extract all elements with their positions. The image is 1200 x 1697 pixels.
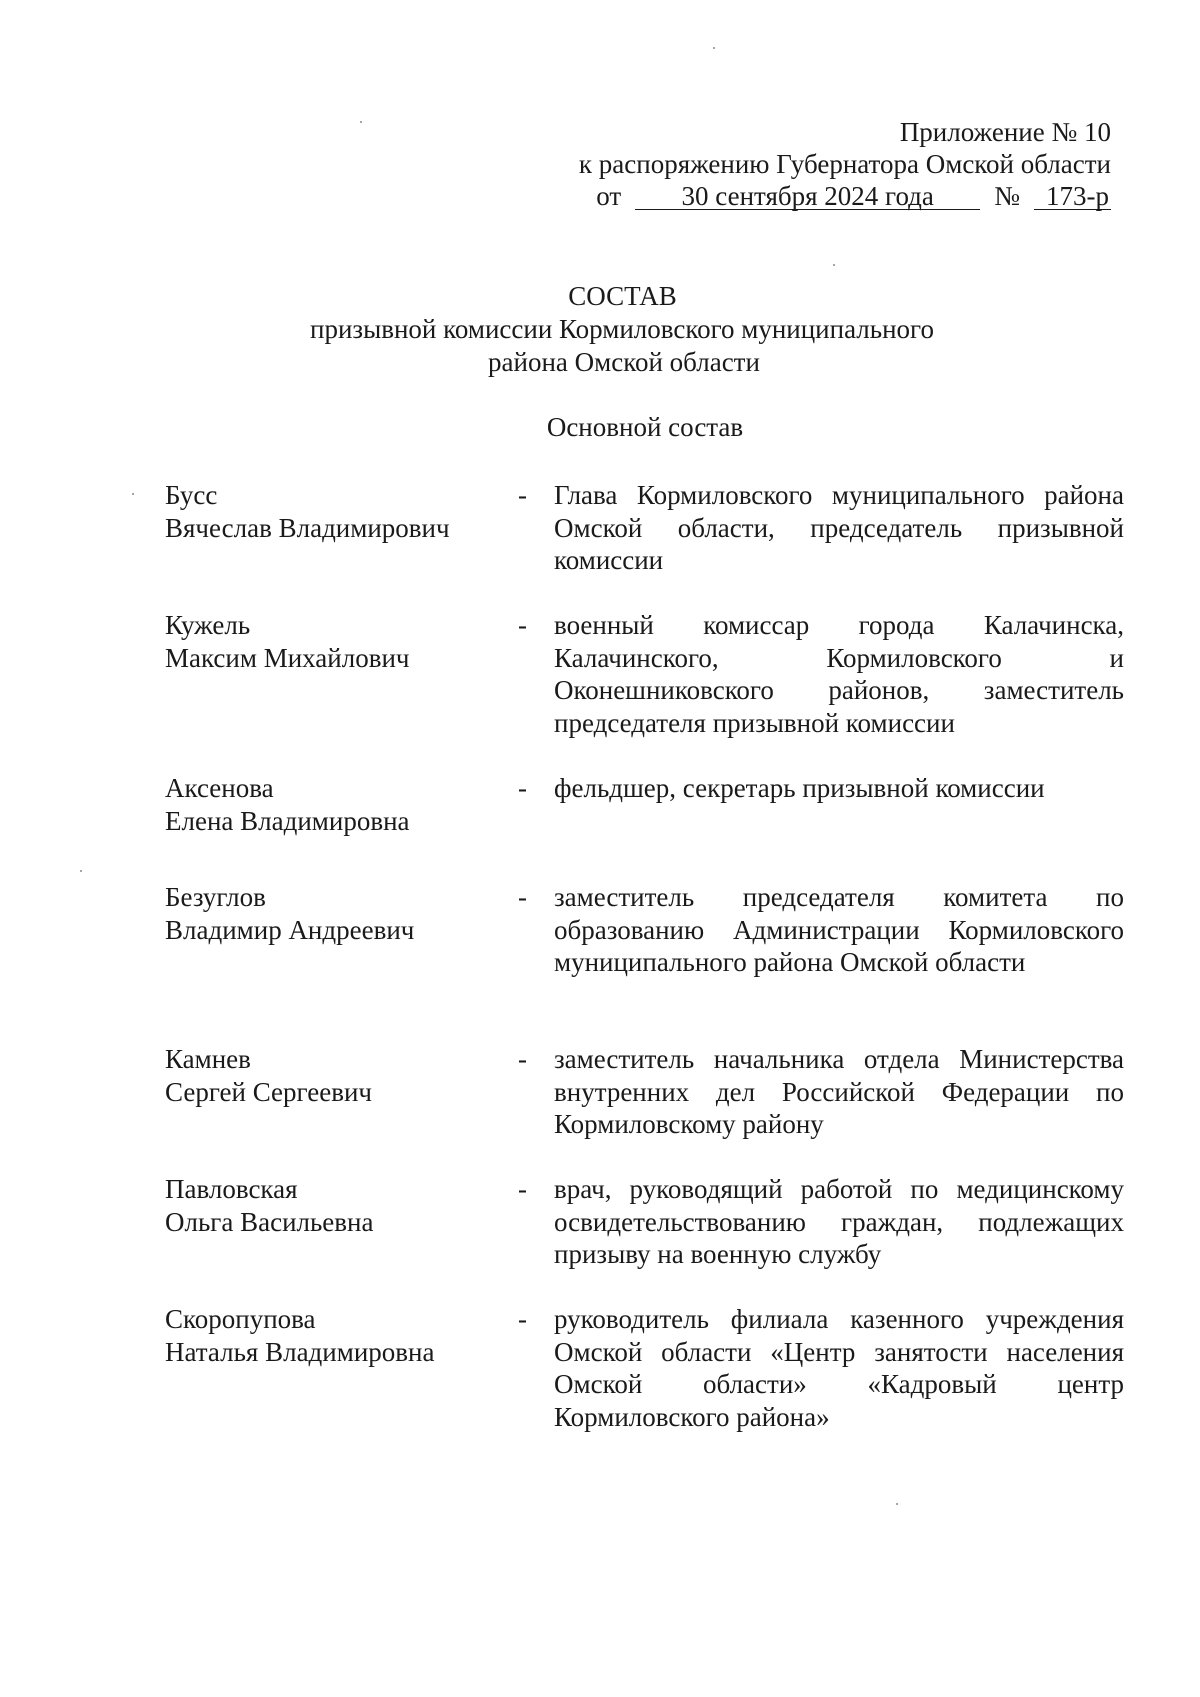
appendix-date-line xyxy=(579,180,1111,212)
dash: - xyxy=(518,480,527,510)
member-role: заместитель начальника отдела Министерства внутренних дел Российской Федерации по Кормиловскому району xyxy=(554,1044,1124,1139)
dash: - xyxy=(518,1174,527,1204)
member-surname: Камнев xyxy=(165,1044,251,1074)
scan-speck xyxy=(132,493,134,495)
member-given-names: Максим Михайлович xyxy=(165,642,410,673)
dash: - xyxy=(518,773,527,803)
title-main: СОСТАВ xyxy=(568,281,677,311)
dash: - xyxy=(518,882,527,912)
member-name xyxy=(165,1043,495,1108)
member-given-names: Ольга Васильевна xyxy=(165,1206,374,1237)
dash: - xyxy=(518,1304,527,1334)
member-role: Глава Кормиловского муниципального района Омской области, председатель призывной комиссии xyxy=(554,480,1124,575)
member-name xyxy=(165,881,495,946)
scan-speck xyxy=(360,121,362,123)
title-subtitle-line2: района Омской области xyxy=(488,347,760,377)
appendix-number: Приложение № 10 xyxy=(899,117,1111,147)
from-label: от xyxy=(596,181,622,211)
member-role: врач, руководящий работой по медицинскому освидетельствованию граждан, подлежащих призыву на военную службу xyxy=(554,1174,1124,1269)
member-role: руководитель филиала казенного учреждения Омской области «Центр занятости населения Омской области» «Кадровый центр Кормиловского района» xyxy=(554,1304,1124,1432)
order-date: 30 сентября 2024 года xyxy=(635,183,980,210)
member-role: заместитель председателя комитета по образованию Администрации Кормиловского муниципального района Омской области xyxy=(554,882,1124,977)
order-number: 173-р xyxy=(1034,183,1111,210)
member-name xyxy=(165,479,495,544)
scan-speck xyxy=(80,870,82,872)
member-given-names: Владимир Андреевич xyxy=(165,914,415,945)
title-subtitle-line1: призывной комиссии Кормиловского муниципального xyxy=(310,314,934,344)
member-surname: Скоропупова xyxy=(165,1304,316,1334)
dash: - xyxy=(518,1044,527,1074)
appendix-header xyxy=(579,116,1111,212)
scan-speck xyxy=(713,47,715,49)
scan-speck xyxy=(896,1503,898,1505)
member-role: военный комиссар города Калачинска, Калачинского, Кормиловского и Оконешниковского районов, заместитель председателя призывной комиссии xyxy=(554,610,1124,738)
member-given-names: Сергей Сергеевич xyxy=(165,1076,373,1107)
section-heading: Основной состав xyxy=(546,412,744,442)
member-given-names: Вячеслав Владимирович xyxy=(165,512,450,543)
member-surname: Кужель xyxy=(165,610,251,640)
member-surname: Аксенова xyxy=(165,773,274,803)
appendix-reference: к распоряжению Губернатора Омской области xyxy=(578,149,1111,179)
member-role: фельдшер, секретарь призывной комиссии xyxy=(554,773,1045,803)
member-name xyxy=(165,609,495,674)
member-surname: Бусс xyxy=(165,480,218,510)
member-surname: Безуглов xyxy=(165,882,266,912)
member-given-names: Наталья Владимировна xyxy=(165,1336,435,1367)
member-name xyxy=(165,772,495,837)
scan-speck xyxy=(833,264,835,266)
member-surname: Павловская xyxy=(165,1174,298,1204)
number-label: № xyxy=(994,181,1020,211)
member-name xyxy=(165,1173,495,1238)
member-name xyxy=(165,1303,495,1368)
dash: - xyxy=(518,610,527,640)
document-title xyxy=(0,280,1200,379)
member-given-names: Елена Владимировна xyxy=(165,805,410,836)
